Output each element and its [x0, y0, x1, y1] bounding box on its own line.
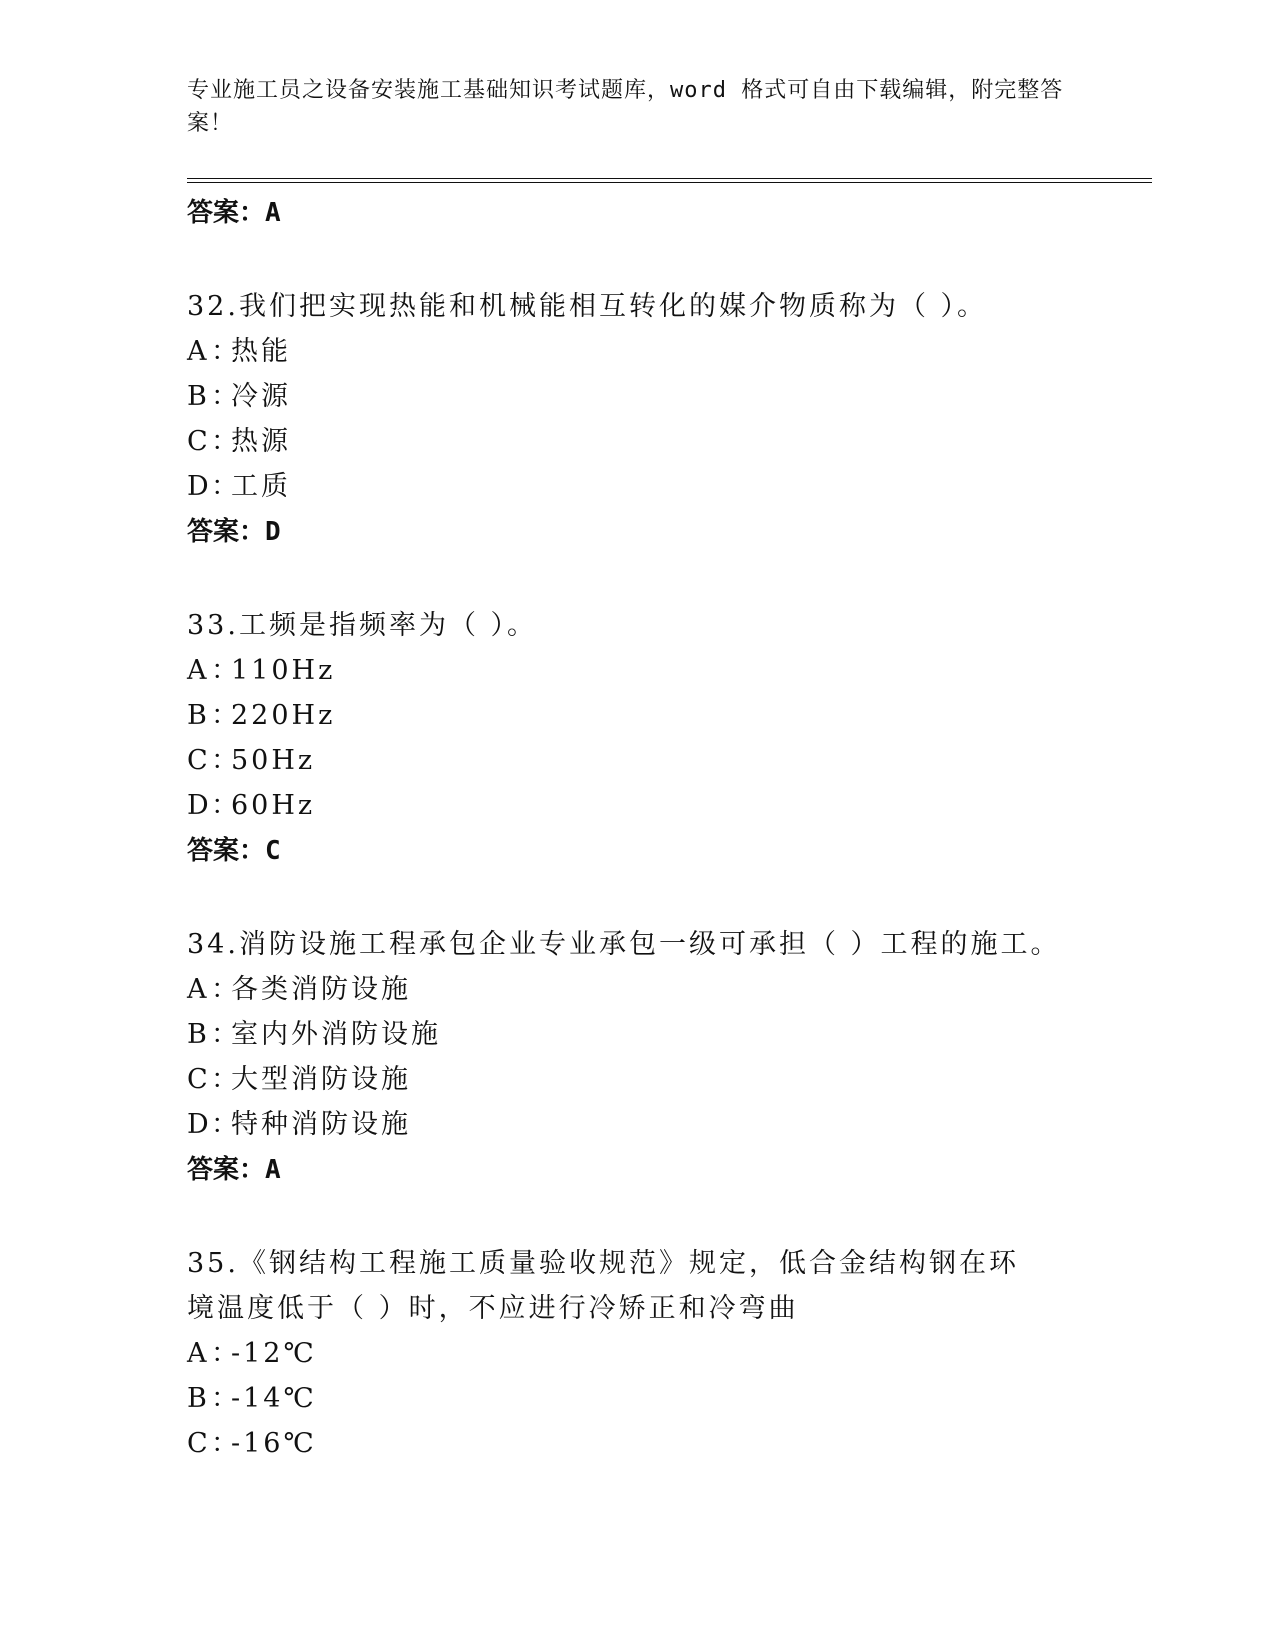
option-separator: ：	[211, 471, 238, 502]
option-letter: A	[187, 336, 207, 367]
option-a	[187, 329, 1152, 374]
answer-label: 答案	[187, 836, 240, 866]
option-a	[187, 967, 1152, 1012]
option-separator: ：	[211, 1109, 238, 1140]
question-text: 35.《钢结构工程施工质量验收规范》规定，低合金结构钢在环境温度低于（ ）时，不应进行冷矫正和冷弯曲	[187, 1248, 1019, 1324]
answer-label: 答案	[187, 1155, 240, 1185]
answer-value: D	[265, 517, 281, 547]
option-separator: ：	[211, 1019, 238, 1050]
option-separator: ：	[211, 974, 238, 1005]
answer-line	[187, 828, 1152, 874]
option-text: 60Hz	[231, 790, 316, 821]
option-text: -14℃	[231, 1383, 317, 1414]
option-separator: ：	[211, 426, 238, 457]
answer-line	[187, 190, 1152, 236]
option-separator: ：	[211, 700, 238, 731]
option-letter: A	[187, 1338, 207, 1369]
answer-line	[187, 509, 1152, 555]
question-33	[187, 603, 1152, 874]
answer-value: A	[265, 198, 281, 228]
option-text: 工质	[231, 471, 291, 502]
option-separator: ：	[211, 1428, 238, 1459]
option-separator: ：	[211, 336, 238, 367]
option-text: 冷源	[231, 381, 291, 412]
option-letter: A	[187, 655, 207, 686]
option-separator: ：	[211, 381, 238, 412]
question-text: 34.消防设施工程承包企业专业承包一级可承担（ ）工程的施工。	[187, 929, 1061, 960]
option-text: 室内外消防设施	[231, 1019, 441, 1050]
option-text: 热源	[231, 426, 291, 457]
option-c	[187, 1421, 1152, 1466]
option-text: 50Hz	[231, 745, 316, 776]
option-c	[187, 1057, 1152, 1102]
answer-colon: ：	[239, 198, 266, 228]
option-c	[187, 419, 1152, 464]
option-b	[187, 693, 1152, 738]
answer-label: 答案	[187, 517, 240, 547]
option-c	[187, 738, 1152, 783]
header-double-rule	[187, 178, 1152, 183]
option-separator: ：	[211, 745, 238, 776]
answer-colon: ：	[239, 517, 266, 547]
option-separator: ：	[211, 1383, 238, 1414]
option-text: 大型消防设施	[231, 1064, 411, 1095]
option-b	[187, 1376, 1152, 1421]
option-a	[187, 1331, 1152, 1376]
option-letter: C	[187, 1428, 208, 1459]
option-separator: ：	[211, 1064, 238, 1095]
option-separator: ：	[211, 1338, 238, 1369]
option-d	[187, 783, 1152, 828]
answer-value: C	[265, 836, 281, 866]
option-letter: C	[187, 1064, 208, 1095]
option-letter: B	[187, 1383, 207, 1414]
option-letter: A	[187, 974, 207, 1005]
option-text: 220Hz	[231, 700, 336, 731]
page-header	[187, 74, 1087, 140]
option-letter: D	[187, 471, 209, 502]
option-letter: D	[187, 790, 209, 821]
option-separator: ：	[211, 790, 238, 821]
option-text: -12℃	[231, 1338, 317, 1369]
answer-value: A	[265, 1155, 281, 1185]
option-b	[187, 374, 1152, 419]
question-text: 32.我们把实现热能和机械能相互转化的媒介物质称为（ ）。	[187, 291, 988, 322]
option-separator: ：	[211, 655, 238, 686]
option-letter: B	[187, 1019, 207, 1050]
answer-line	[187, 1147, 1152, 1193]
option-text: -16℃	[231, 1428, 317, 1459]
answer-label: 答案	[187, 198, 240, 228]
option-text: 110Hz	[231, 655, 336, 686]
question-list	[187, 190, 1152, 1466]
question-text: 33.工频是指频率为（ ）。	[187, 610, 538, 641]
option-text: 热能	[231, 336, 291, 367]
option-a	[187, 648, 1152, 693]
question-34	[187, 922, 1152, 1193]
question-35	[187, 1241, 1152, 1466]
option-text: 各类消防设施	[231, 974, 411, 1005]
option-text: 特种消防设施	[231, 1109, 411, 1140]
option-letter: D	[187, 1109, 209, 1140]
answer-colon: ：	[239, 1155, 266, 1185]
option-letter: C	[187, 426, 208, 457]
option-d	[187, 464, 1152, 509]
header-text: 专业施工员之设备安装施工基础知识考试题库，word 格式可自由下载编辑，附完整答案！	[187, 78, 1064, 136]
option-letter: B	[187, 381, 207, 412]
option-letter: C	[187, 745, 208, 776]
question-32	[187, 284, 1152, 555]
option-letter: B	[187, 700, 207, 731]
answer-colon: ：	[239, 836, 266, 866]
option-d	[187, 1102, 1152, 1147]
option-b	[187, 1012, 1152, 1057]
